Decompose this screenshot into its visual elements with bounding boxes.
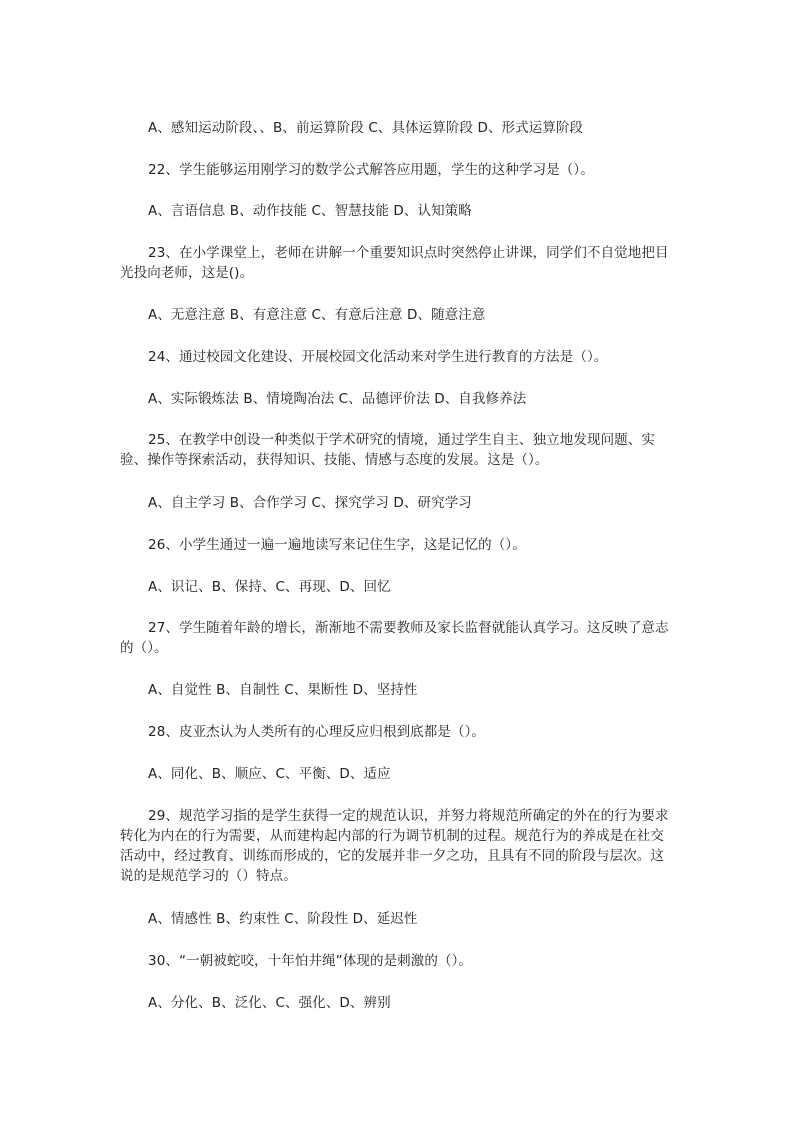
answer-options-26: A、识记、B、保持、C、再现、D、回忆 [148, 579, 391, 595]
question-29: 29、规范学习指的是学生获得一定的规范认识，并努力将规范所确定的外在的行为要求转化为内在的行为需要，从而建构起内部的行为调节机制的过程。规范行为的养成是在社交活动中，经过教育、训练而形成的，它的发展并非一夕之功，且具有不同的阶段与层次。这说的是规范学习的（）特点。 [120, 808, 669, 884]
question-28: 28、皮亚杰认为人类所有的心理反应归根到底都是（）。 [148, 724, 486, 740]
question-25: 25、在教学中创设一种类似于学术研究的情境，通过学生自主、独立地发现问题、实验、操作等探索活动，获得知识、技能、情感与态度的发展。这是（）。 [120, 432, 655, 468]
answer-options-24: A、实际锻炼法 B、情境陶冶法 C、品德评价法 D、自我修养法 [148, 391, 527, 407]
answer-options-25: A、自主学习 B、合作学习 C、探究学习 D、研究学习 [148, 495, 472, 511]
answer-options-23: A、无意注意 B、有意注意 C、有意后注意 D、随意注意 [148, 307, 486, 323]
answer-options-22: A、言语信息 B、动作技能 C、智慧技能 D、认知策略 [148, 203, 472, 219]
answer-options-28: A、同化、B、顺应、C、平衡、D、适应 [148, 766, 391, 782]
question-22: 22、学生能够运用刚学习的数学公式解答应用题，学生的这种学习是（）。 [148, 162, 594, 178]
question-23: 23、在小学课堂上，老师在讲解一个重要知识点时突然停止讲课，同学们不自觉地把目光投向老师，这是()。 [120, 245, 669, 281]
answer-options-21: A、感知运动阶段、、B、前运算阶段 C、具体运算阶段 D、形式运算阶段 [148, 120, 584, 136]
question-26: 26、小学生通过一遍一遍地读写来记住生字，这是记忆的（）。 [148, 537, 526, 553]
answer-options-30: A、分化、B、泛化、C、强化、D、辨别 [148, 995, 391, 1011]
question-24: 24、通过校园文化建设、开展校园文化活动来对学生进行教育的方法是（）。 [148, 349, 608, 365]
question-30: 30、“一朝被蛇咬，十年怕井绳”体现的是刺激的（）。 [148, 953, 473, 969]
question-27: 27、学生随着年龄的增长，渐渐地不需要教师及家长监督就能认真学习。这反映了意志的（）。 [120, 620, 669, 656]
answer-options-29: A、情感性 B、约束性 C、阶段性 D、延迟性 [148, 911, 418, 927]
answer-options-27: A、自觉性 B、自制性 C、果断性 D、坚持性 [148, 682, 418, 698]
